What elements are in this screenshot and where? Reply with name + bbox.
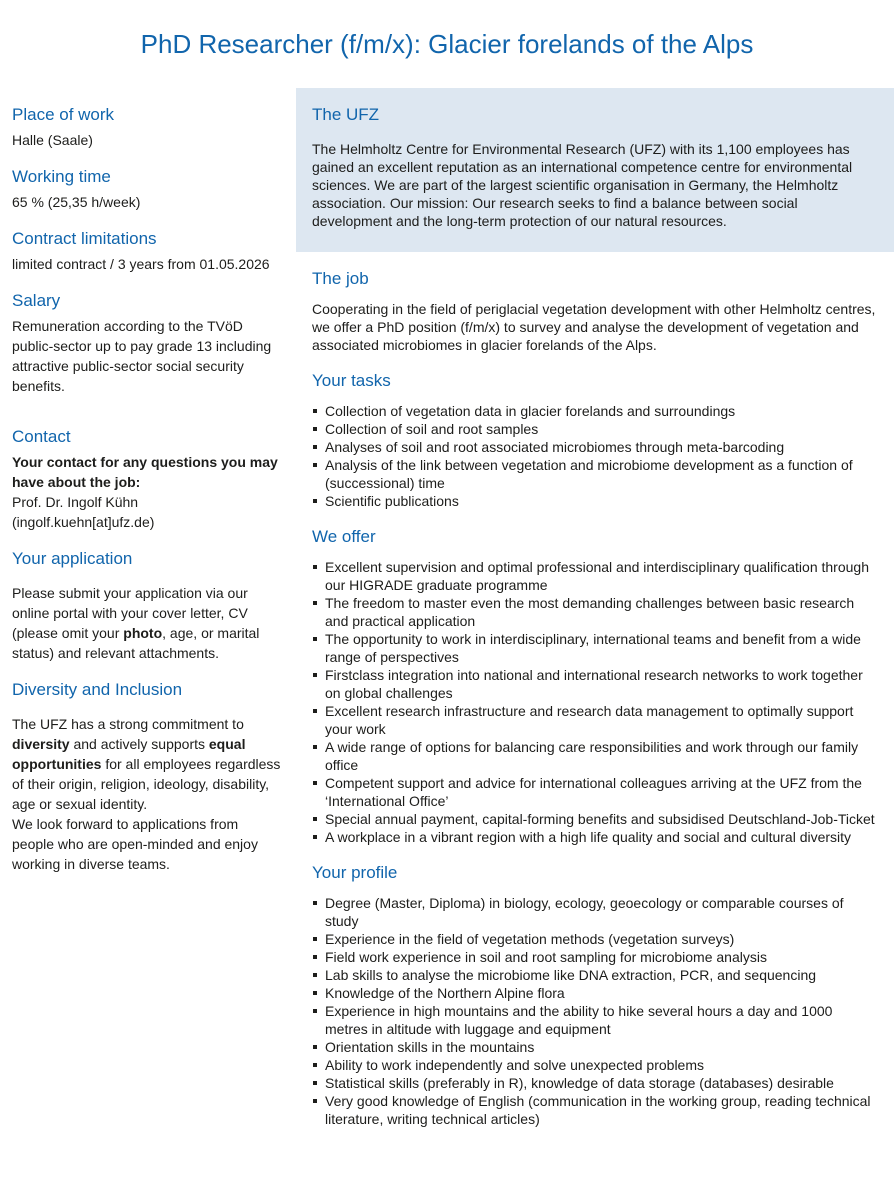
section-diversity-inclusion <box>12 679 282 874</box>
list-item: Collection of vegetation data in glacier forelands and surroundings <box>312 402 878 420</box>
list-item: A workplace in a vibrant region with a high life quality and social and cultural diversity <box>312 828 878 846</box>
working-time-heading: Working time <box>12 167 111 186</box>
salary-heading: Salary <box>12 291 61 310</box>
diversity-heading: Diversity and Inclusion <box>12 680 183 699</box>
main-inner <box>296 268 894 1128</box>
page-title: PhD Researcher (f/m/x): Glacier forelands of the Alps <box>140 29 754 59</box>
contact-intro <box>12 452 282 492</box>
list-item: Field work experience in soil and root sampling for microbiome analysis <box>312 948 878 966</box>
list-item: Very good knowledge of English (communication in the working group, reading technical literature, writing technical articles) <box>312 1092 878 1128</box>
the-job-text: Cooperating in the field of periglacial vegetation development with other Helmholtz centres, we offer a PhD position (f/m/x) to survey and analyse the development of vegetation and associated microbiomes in glacier forelands of the Alps. <box>312 301 876 353</box>
list-item: A wide range of options for balancing care responsibilities and work through our family office <box>312 738 878 774</box>
your-profile-list <box>312 894 878 1128</box>
contact-email: (ingolf.kuehn[at]ufz.de) <box>12 514 155 530</box>
working-time-value: 65 % (25,35 h/week) <box>12 194 141 210</box>
section-your-application <box>12 548 282 663</box>
list-item: The freedom to master even the most demanding challenges between basic research and practical application <box>312 594 878 630</box>
list-item: Experience in high mountains and the ability to hike several hours a day and 1000 metres in altitude with luggage and equipment <box>312 1002 878 1038</box>
contact-heading: Contact <box>12 427 71 446</box>
section-your-tasks <box>312 370 878 510</box>
section-we-offer <box>312 526 878 846</box>
your-tasks-heading: Your tasks <box>312 371 391 390</box>
list-item: Lab skills to analyse the microbiome like DNA extraction, PCR, and sequencing <box>312 966 878 984</box>
list-item: Analyses of soil and root associated microbiomes through meta-barcoding <box>312 438 878 456</box>
section-working-time <box>12 166 282 212</box>
list-item: The opportunity to work in interdisciplinary, international teams and benefit from a wide range of perspectives <box>312 630 878 666</box>
list-item: Knowledge of the Northern Alpine flora <box>312 984 878 1002</box>
list-item: Orientation skills in the mountains <box>312 1038 878 1056</box>
section-contact <box>12 426 282 532</box>
list-item: Excellent supervision and optimal professional and interdisciplinary qualification through our HIGRADE graduate programme <box>312 558 878 594</box>
contact-intro-bold: Your contact for any questions you may have about the job: <box>12 454 278 490</box>
we-offer-heading: We offer <box>312 527 376 546</box>
section-salary <box>12 290 282 396</box>
list-item: Excellent research infrastructure and research data management to optimally support your work <box>312 702 878 738</box>
diversity-text-2: We look forward to applications from people who are open-minded and enjoy working in diverse teams. <box>12 816 258 872</box>
job-description-main <box>296 88 894 1128</box>
job-facts-sidebar <box>0 88 296 874</box>
list-item: Degree (Master, Diploma) in biology, ecology, geoecology or comparable courses of study <box>312 894 878 930</box>
list-item: Experience in the field of vegetation methods (vegetation surveys) <box>312 930 878 948</box>
contact-name: Prof. Dr. Ingolf Kühn <box>12 494 139 510</box>
content-layout <box>0 88 894 1128</box>
section-your-profile <box>312 862 878 1128</box>
diversity-text-1: The UFZ has a strong commitment to diversity and actively supports equal opportunities for all employees regardless of their origin, religion, ideology, disability, age or sexual identity. <box>12 716 281 812</box>
section-contract-limitations <box>12 228 282 274</box>
list-item: Special annual payment, capital-forming benefits and subsidised Deutschland-Job-Ticket <box>312 810 878 828</box>
your-application-text: Please submit your application via our online portal with your cover letter, CV (please omit your photo, age, or marital status) and relevant attachments. <box>12 585 260 661</box>
list-item: Statistical skills (preferably in R), knowledge of data storage (databases) desirable <box>312 1074 878 1092</box>
list-item: Firstclass integration into national and international research networks to work together on global challenges <box>312 666 878 702</box>
place-of-work-value: Halle (Saale) <box>12 132 93 148</box>
list-item: Competent support and advice for international colleagues arriving at the UFZ from the ‘International Office’ <box>312 774 878 810</box>
place-of-work-heading: Place of work <box>12 105 115 124</box>
list-item: Ability to work independently and solve unexpected problems <box>312 1056 878 1074</box>
list-item: Analysis of the link between vegetation and microbiome development as a function of (successional) time <box>312 456 878 492</box>
list-item: Collection of soil and root samples <box>312 420 878 438</box>
the-ufz-text: The Helmholtz Centre for Environmental Research (UFZ) with its 1,100 employees has gained an excellent reputation as an international competence centre for environmental sciences. We are part of the largest scientific organisation in Germany, the Helmholtz association. Our mission: Our research seeks to find a balance between social development and the long-term protection of our natural resources. <box>312 141 853 229</box>
we-offer-list <box>312 558 878 846</box>
salary-value: Remuneration according to the TVöD public-sector up to pay grade 13 including attractive public-sector social security benefits. <box>12 318 272 394</box>
the-ufz-heading: The UFZ <box>312 105 380 124</box>
your-application-heading: Your application <box>12 549 133 568</box>
section-the-job <box>312 268 878 354</box>
your-tasks-list <box>312 402 878 510</box>
section-the-ufz <box>296 88 894 252</box>
section-place-of-work <box>12 104 282 150</box>
your-profile-heading: Your profile <box>312 863 398 882</box>
the-job-heading: The job <box>312 269 369 288</box>
contract-limitations-heading: Contract limitations <box>12 229 157 248</box>
list-item: Scientific publications <box>312 492 878 510</box>
contract-limitations-value: limited contract / 3 years from 01.05.2026 <box>12 256 270 272</box>
